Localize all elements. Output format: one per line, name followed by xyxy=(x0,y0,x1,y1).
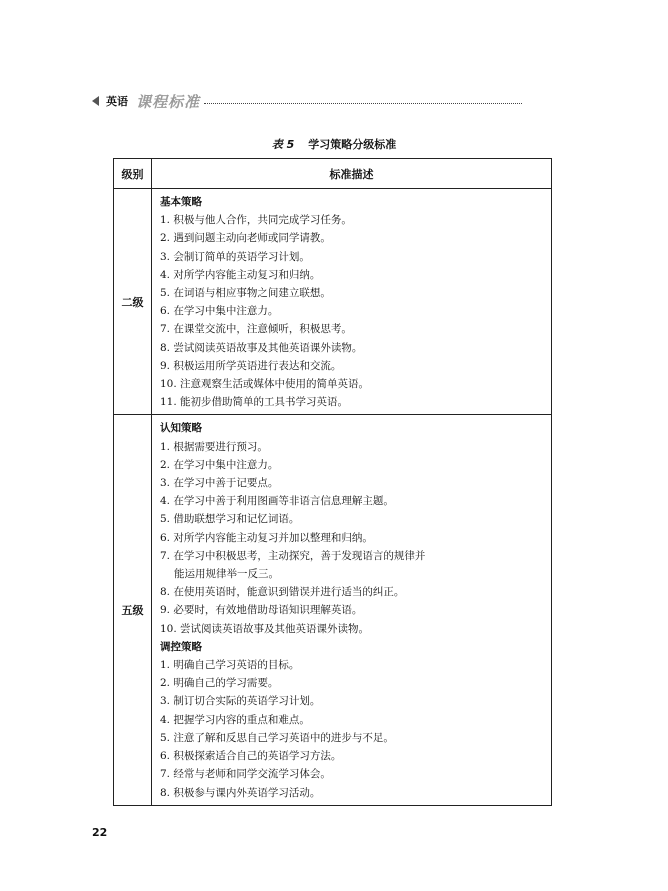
list-item: 10. 注意观察生活或媒体中使用的简单英语。 xyxy=(160,378,370,391)
col-header-description: 标准描述 xyxy=(152,159,552,189)
list-item: 6. 对所学内容能主动复习并加以整理和归纳。 xyxy=(160,531,373,544)
list-item: 5. 注意了解和反思自己学习英语中的进步与不足。 xyxy=(160,731,394,744)
list-item: 3. 在学习中善于记要点。 xyxy=(160,477,279,490)
list-item: 7. 经常与老师和同学交流学习体会。 xyxy=(160,768,331,781)
list-item: 9. 必要时，有效地借助母语知识理解英语。 xyxy=(160,604,363,617)
list-item: 4. 把握学习内容的重点和难点。 xyxy=(160,713,310,726)
section-heading-regulation: 调控策略 xyxy=(160,640,202,653)
header-subject: 英语 xyxy=(106,95,128,108)
list-item: 1. 根据需要进行预习。 xyxy=(160,440,268,453)
list-item: 9. 积极运用所学英语进行表达和交流。 xyxy=(160,359,342,372)
list-item: 8. 积极参与课内外英语学习活动。 xyxy=(160,786,321,799)
page-number: 22 xyxy=(92,826,108,839)
table-number: 表 5 xyxy=(271,138,295,151)
triangle-marker-icon xyxy=(92,96,99,106)
level-cell: 五级 xyxy=(114,415,152,805)
section-heading-cognitive: 认知策略 xyxy=(160,422,202,435)
list-item: 11. 能初步借助简单的工具书学习英语。 xyxy=(160,396,349,409)
list-item: 8. 在使用英语时，能意识到错误并进行适当的纠正。 xyxy=(160,586,405,599)
description-cell xyxy=(152,189,552,415)
table-row-level-5 xyxy=(114,415,552,805)
list-item: 6. 积极探索适合自己的英语学习方法。 xyxy=(160,750,342,763)
table-row-level-2 xyxy=(114,189,552,415)
list-item: 10. 尝试阅读英语故事及其他英语课外读物。 xyxy=(160,622,370,635)
list-item: 4. 对所学内容能主动复习和归纳。 xyxy=(160,268,321,281)
header-title: 课程标准 xyxy=(136,92,201,111)
level-cell: 二级 xyxy=(114,189,152,415)
list-item: 1. 明确自己学习英语的目标。 xyxy=(160,659,300,672)
list-item: 3. 制订切合实际的英语学习计划。 xyxy=(160,695,321,708)
list-item: 2. 明确自己的学习需要。 xyxy=(160,677,279,690)
running-header xyxy=(92,92,522,110)
table-header-row xyxy=(114,159,552,189)
table-title: 学习策略分级标准 xyxy=(308,138,397,151)
col-header-level: 级别 xyxy=(114,159,152,189)
table-caption xyxy=(0,136,668,152)
list-item: 5. 借助联想学习和记忆词语。 xyxy=(160,513,300,526)
list-item: 8. 尝试阅读英语故事及其他英语课外读物。 xyxy=(160,341,363,354)
list-item: 2. 在学习中集中注意力。 xyxy=(160,458,279,471)
list-item: 6. 在学习中集中注意力。 xyxy=(160,305,279,318)
list-item: 7. 在课堂交流中，注意倾听，积极思考。 xyxy=(160,323,352,336)
list-item: 1. 积极与他人合作，共同完成学习任务。 xyxy=(160,214,352,227)
list-item-continuation: 能运用规律举一反三。 xyxy=(174,568,279,581)
list-item: 3. 会制订简单的英语学习计划。 xyxy=(160,250,310,263)
standards-table xyxy=(113,158,552,806)
section-heading-basic: 基本策略 xyxy=(160,196,202,208)
dotted-leader xyxy=(204,103,522,104)
description-cell xyxy=(152,415,552,805)
list-item: 4. 在学习中善于利用图画等非语言信息理解主题。 xyxy=(160,495,394,508)
list-item: 7. 在学习中积极思考，主动探究，善于发现语言的规律并 xyxy=(160,549,426,562)
list-item: 5. 在词语与相应事物之间建立联想。 xyxy=(160,287,331,300)
list-item: 2. 遇到问题主动向老师或同学请教。 xyxy=(160,232,331,245)
